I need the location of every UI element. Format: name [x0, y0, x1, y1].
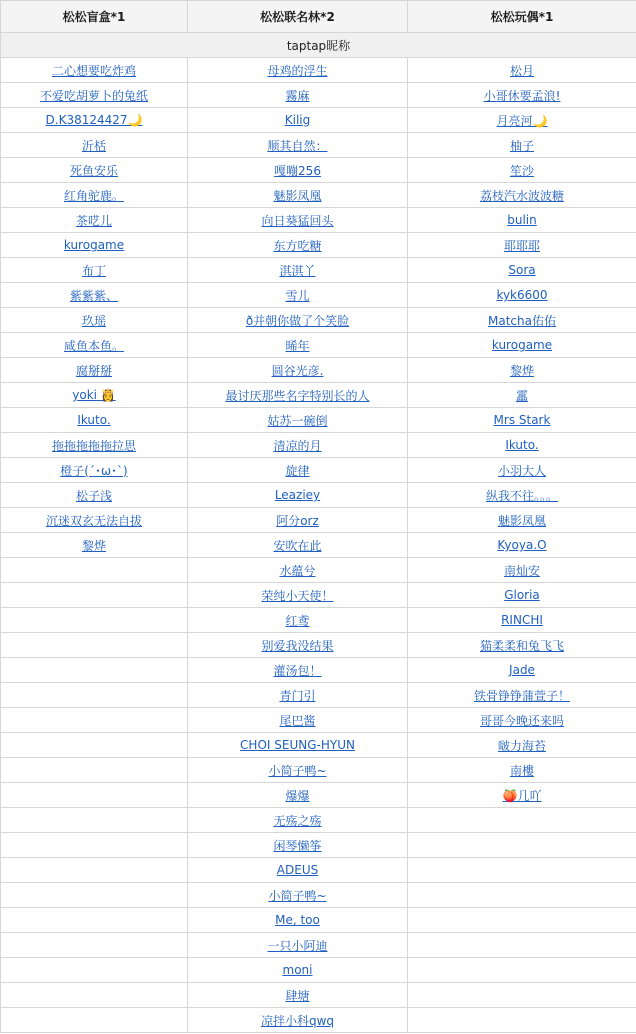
table-row: [1, 83, 636, 108]
nickname-link[interactable]: 顺其自然：: [267, 138, 328, 153]
cell-collab-forest: [188, 733, 408, 758]
table-row: [1, 883, 636, 908]
cell-blind-box: [1, 808, 188, 833]
cell-plush-doll: [408, 983, 636, 1008]
nickname-link[interactable]: yoki 👸: [72, 388, 116, 402]
cell-blind-box: [1, 708, 188, 733]
table-row: [1, 358, 636, 383]
cell-blind-box: [1, 883, 188, 908]
nickname-link[interactable]: 哥哥今晚还来吗: [479, 713, 564, 728]
nickname-link[interactable]: 东方吃糖: [273, 238, 322, 253]
nickname-link[interactable]: Jade: [509, 663, 535, 677]
cell-plush-doll: [408, 1008, 636, 1033]
table-row: [1, 308, 636, 333]
nickname-link[interactable]: Ikuto.: [77, 413, 111, 427]
nickname-link[interactable]: Kilig: [284, 113, 311, 127]
cell-blind-box: [1, 583, 188, 608]
nickname-link[interactable]: ADEUS: [276, 863, 319, 877]
cell-blind-box: [1, 833, 188, 858]
cell-collab-forest: [188, 708, 408, 733]
table-row: [1, 958, 636, 983]
nickname-link[interactable]: 南樓: [509, 763, 534, 778]
nickname-link[interactable]: kyk6600: [496, 288, 548, 302]
table-body: [1, 58, 636, 1033]
cell-blind-box: [1, 958, 188, 983]
cell-collab-forest: [188, 508, 408, 533]
nickname-link[interactable]: Ikuto.: [505, 438, 539, 452]
nickname-link[interactable]: 靁: [515, 388, 528, 403]
cell-collab-forest: [188, 608, 408, 633]
nickname-link[interactable]: 黎烨: [509, 363, 534, 378]
nickname-link[interactable]: 晞年: [285, 338, 310, 353]
cell-collab-forest: [188, 858, 408, 883]
table-row: [1, 408, 636, 433]
nickname-link[interactable]: 阿分orz: [276, 513, 319, 528]
nickname-link[interactable]: moni: [282, 963, 313, 977]
nickname-link[interactable]: 闲琴懒筝: [273, 838, 322, 853]
table-row: [1, 758, 636, 783]
cell-collab-forest: [188, 433, 408, 458]
cell-blind-box: [1, 458, 188, 483]
cell-plush-doll: [408, 208, 636, 233]
nickname-link[interactable]: 母鸡的浮生: [267, 63, 328, 78]
cell-plush-doll: [408, 533, 636, 558]
nickname-link[interactable]: 小哥休要孟浪!: [483, 88, 561, 103]
cell-collab-forest: [188, 933, 408, 958]
nickname-link[interactable]: 松子浅: [75, 488, 112, 503]
nickname-link[interactable]: 不爱吃胡萝卜的兔纸: [39, 88, 148, 103]
nickname-link[interactable]: 荔枝汽水波波糖: [479, 188, 564, 203]
cell-plush-doll: [408, 758, 636, 783]
table-row: [1, 158, 636, 183]
table-row: [1, 233, 636, 258]
cell-blind-box: [1, 83, 188, 108]
cell-collab-forest: [188, 133, 408, 158]
cell-plush-doll: [408, 858, 636, 883]
nickname-link[interactable]: 啵力海苔: [497, 738, 546, 753]
cell-plush-doll: [408, 158, 636, 183]
table-row: [1, 333, 636, 358]
table-row: [1, 708, 636, 733]
cell-plush-doll: [408, 958, 636, 983]
cell-plush-doll: [408, 183, 636, 208]
cell-plush-doll: [408, 608, 636, 633]
cell-collab-forest: [188, 283, 408, 308]
table-row: [1, 808, 636, 833]
subheader-taptap-nickname: taptap昵称: [1, 33, 636, 58]
cell-blind-box: [1, 658, 188, 683]
cell-plush-doll: [408, 833, 636, 858]
cell-plush-doll: [408, 358, 636, 383]
cell-plush-doll: [408, 633, 636, 658]
table-row: [1, 933, 636, 958]
nickname-link[interactable]: 荣纯小天使！: [261, 588, 334, 603]
nickname-link[interactable]: 耶耶耶: [503, 238, 540, 253]
table-row: [1, 183, 636, 208]
cell-plush-doll: [408, 708, 636, 733]
cell-blind-box: [1, 733, 188, 758]
table-row: [1, 258, 636, 283]
cell-collab-forest: [188, 458, 408, 483]
cell-collab-forest: [188, 808, 408, 833]
cell-blind-box: [1, 1008, 188, 1033]
cell-blind-box: [1, 233, 188, 258]
nickname-link[interactable]: 霧麻: [285, 88, 310, 103]
nickname-link[interactable]: 雪儿: [285, 288, 310, 303]
cell-blind-box: [1, 508, 188, 533]
table-row: [1, 683, 636, 708]
cell-collab-forest: [188, 333, 408, 358]
nickname-link[interactable]: 玖瑶: [81, 313, 106, 328]
nickname-link[interactable]: 柚子: [509, 138, 534, 153]
cell-plush-doll: [408, 333, 636, 358]
nickname-link[interactable]: 最讨厌那些名字特别长的人: [225, 388, 370, 403]
cell-blind-box: [1, 133, 188, 158]
table-row: [1, 558, 636, 583]
nickname-link[interactable]: 笙沙: [509, 163, 534, 178]
cell-blind-box: [1, 783, 188, 808]
nickname-link[interactable]: 拖拖拖拖拖拉思: [51, 438, 136, 453]
cell-collab-forest: [188, 208, 408, 233]
cell-blind-box: [1, 933, 188, 958]
header-row: [1, 1, 636, 33]
cell-blind-box: [1, 108, 188, 133]
nickname-link[interactable]: 圆谷光彦.: [271, 363, 324, 378]
cell-collab-forest: [188, 483, 408, 508]
table-row: [1, 133, 636, 158]
cell-plush-doll: [408, 908, 636, 933]
cell-plush-doll: [408, 133, 636, 158]
nickname-link[interactable]: 红鸢: [285, 613, 310, 628]
cell-collab-forest: [188, 1008, 408, 1033]
cell-blind-box: [1, 608, 188, 633]
nickname-link[interactable]: 向日葵猛回头: [261, 213, 334, 228]
cell-plush-doll: [408, 933, 636, 958]
nickname-link[interactable]: CHOI SEUNG-HYUN: [240, 738, 355, 752]
nickname-link[interactable]: 🍑几吖: [502, 788, 542, 803]
cell-blind-box: [1, 408, 188, 433]
cell-blind-box: [1, 858, 188, 883]
nickname-link[interactable]: Mrs Stark: [493, 413, 551, 427]
nickname-link[interactable]: 咸鱼本鱼。: [63, 338, 124, 353]
table-row: [1, 533, 636, 558]
cell-plush-doll: [408, 883, 636, 908]
nickname-link[interactable]: 布丁: [81, 263, 106, 278]
cell-plush-doll: [408, 583, 636, 608]
cell-blind-box: [1, 283, 188, 308]
cell-plush-doll: [408, 483, 636, 508]
nickname-link[interactable]: 二心想要吃炸鸡: [51, 63, 136, 78]
nickname-link[interactable]: Kyoya.O: [497, 538, 547, 552]
cell-collab-forest: [188, 633, 408, 658]
cell-blind-box: [1, 633, 188, 658]
cell-plush-doll: [408, 733, 636, 758]
cell-plush-doll: [408, 58, 636, 83]
cell-collab-forest: [188, 533, 408, 558]
table-row: [1, 908, 636, 933]
nickname-link[interactable]: 肆塘: [285, 988, 310, 1003]
nickname-link[interactable]: ð并朝你做了个笑脸: [245, 313, 350, 328]
cell-plush-doll: [408, 233, 636, 258]
cell-plush-doll: [408, 108, 636, 133]
table-row: [1, 833, 636, 858]
cell-blind-box: [1, 308, 188, 333]
table-row: [1, 483, 636, 508]
cell-collab-forest: [188, 983, 408, 1008]
cell-blind-box: [1, 58, 188, 83]
table-row: [1, 658, 636, 683]
nickname-link[interactable]: 旋律: [285, 463, 310, 478]
cell-plush-doll: [408, 658, 636, 683]
cell-collab-forest: [188, 958, 408, 983]
nickname-link[interactable]: 青门引: [279, 688, 316, 703]
cell-collab-forest: [188, 258, 408, 283]
nickname-link[interactable]: 别爱我没结果: [261, 638, 334, 653]
nickname-link[interactable]: 黎烨: [81, 538, 106, 553]
nickname-link[interactable]: 姑苏一碗倒: [267, 413, 328, 428]
nickname-link[interactable]: 紫紫紫、: [69, 288, 118, 303]
cell-collab-forest: [188, 783, 408, 808]
cell-collab-forest: [188, 358, 408, 383]
nickname-link[interactable]: 安吹在此: [273, 538, 322, 553]
nickname-link[interactable]: 水蕴兮: [279, 563, 316, 578]
nickname-link[interactable]: 南灿安: [503, 563, 540, 578]
nickname-link[interactable]: 凉拌小科qwq: [260, 1013, 335, 1028]
table-row: [1, 208, 636, 233]
cell-blind-box: [1, 483, 188, 508]
nickname-link[interactable]: D.K38124427🌙: [45, 113, 143, 127]
nickname-link[interactable]: 小羽大人: [497, 463, 546, 478]
cell-collab-forest: [188, 408, 408, 433]
table-row: [1, 433, 636, 458]
nickname-link[interactable]: kurogame: [491, 338, 553, 352]
nickname-link[interactable]: 魅影凤凰: [497, 513, 546, 528]
table-row: [1, 458, 636, 483]
cell-plush-doll: [408, 458, 636, 483]
nickname-link[interactable]: Me, too: [275, 913, 320, 927]
cell-plush-doll: [408, 258, 636, 283]
cell-blind-box: [1, 683, 188, 708]
table-row: [1, 383, 636, 408]
nickname-link[interactable]: Leaziey: [274, 488, 321, 502]
cell-blind-box: [1, 983, 188, 1008]
cell-plush-doll: [408, 808, 636, 833]
nickname-link[interactable]: kurogame: [63, 238, 125, 252]
cell-blind-box: [1, 383, 188, 408]
cell-collab-forest: [188, 308, 408, 333]
nickname-link[interactable]: 橙子(´･ω･`): [60, 463, 128, 478]
cell-collab-forest: [188, 883, 408, 908]
nickname-link[interactable]: 松月: [509, 63, 534, 78]
table-row: [1, 633, 636, 658]
cell-plush-doll: [408, 433, 636, 458]
table-row: [1, 783, 636, 808]
header-blind-box: 松松盲盒*1: [1, 1, 188, 33]
cell-plush-doll: [408, 83, 636, 108]
nickname-link[interactable]: 淇淇丫: [279, 263, 316, 278]
table-row: [1, 608, 636, 633]
header-plush-doll: 松松玩偶*1: [408, 1, 636, 33]
nickname-link[interactable]: 沉迷双玄无法自拔: [45, 513, 142, 528]
nickname-link[interactable]: 灌汤包！: [273, 663, 322, 678]
table-row: [1, 108, 636, 133]
nickname-link[interactable]: RINCHI: [501, 613, 543, 627]
header-collab-forest: 松松联名林*2: [188, 1, 408, 33]
cell-plush-doll: [408, 683, 636, 708]
cell-collab-forest: [188, 383, 408, 408]
cell-collab-forest: [188, 683, 408, 708]
cell-collab-forest: [188, 183, 408, 208]
nickname-link[interactable]: 红角驼鹿。: [63, 188, 124, 203]
cell-collab-forest: [188, 58, 408, 83]
cell-plush-doll: [408, 408, 636, 433]
table-row: [1, 58, 636, 83]
nickname-link[interactable]: 嘎嘣256: [274, 163, 321, 178]
nickname-link[interactable]: 沂栝: [81, 138, 106, 153]
cell-blind-box: [1, 908, 188, 933]
cell-collab-forest: [188, 658, 408, 683]
cell-collab-forest: [188, 158, 408, 183]
cell-blind-box: [1, 208, 188, 233]
cell-collab-forest: [188, 583, 408, 608]
cell-plush-doll: [408, 558, 636, 583]
nickname-link[interactable]: bulin: [507, 213, 537, 227]
cell-blind-box: [1, 258, 188, 283]
nickname-link[interactable]: 无殇之殇: [273, 813, 322, 828]
nickname-link[interactable]: Sora: [508, 263, 536, 277]
nickname-link[interactable]: 腐掰掰: [75, 363, 112, 378]
table-row: [1, 508, 636, 533]
table-row: [1, 858, 636, 883]
cell-collab-forest: [188, 558, 408, 583]
cell-plush-doll: [408, 783, 636, 808]
table-row: [1, 583, 636, 608]
nickname-link[interactable]: 小简子鸭~: [268, 888, 327, 903]
cell-collab-forest: [188, 108, 408, 133]
cell-blind-box: [1, 158, 188, 183]
table-row: [1, 1008, 636, 1033]
nickname-link[interactable]: 尾巴酱: [279, 713, 316, 728]
nickname-link[interactable]: 茶呓儿: [75, 213, 112, 228]
nickname-link[interactable]: 一只小阿迪: [267, 938, 328, 953]
cell-blind-box: [1, 433, 188, 458]
table-row: [1, 733, 636, 758]
cell-plush-doll: [408, 308, 636, 333]
nickname-link[interactable]: 死鱼安乐: [69, 163, 118, 178]
cell-plush-doll: [408, 508, 636, 533]
cell-blind-box: [1, 558, 188, 583]
subheader-row: [1, 33, 636, 58]
nickname-link[interactable]: Gloria: [504, 588, 540, 602]
nickname-link[interactable]: 小简子鸭~: [268, 763, 327, 778]
nickname-link[interactable]: 铁骨铮铮蒲萱子！: [473, 688, 570, 703]
table-row: [1, 283, 636, 308]
nickname-link[interactable]: 猫柔柔和兔飞飞: [479, 638, 564, 653]
cell-collab-forest: [188, 758, 408, 783]
nickname-link[interactable]: 爆爆: [285, 788, 310, 803]
cell-collab-forest: [188, 233, 408, 258]
nickname-link[interactable]: 清凉的月: [273, 438, 322, 453]
cell-blind-box: [1, 533, 188, 558]
nickname-link[interactable]: 魅影凤凰: [273, 188, 322, 203]
nickname-link[interactable]: 月亮河🌙: [496, 113, 548, 128]
cell-collab-forest: [188, 833, 408, 858]
nickname-link[interactable]: Matcha佑佑: [488, 313, 556, 328]
cell-blind-box: [1, 758, 188, 783]
cell-collab-forest: [188, 83, 408, 108]
cell-blind-box: [1, 183, 188, 208]
cell-collab-forest: [188, 908, 408, 933]
nickname-link[interactable]: 纵我不往。。。: [485, 488, 558, 503]
table-row: [1, 983, 636, 1008]
cell-plush-doll: [408, 383, 636, 408]
cell-blind-box: [1, 358, 188, 383]
cell-blind-box: [1, 333, 188, 358]
cell-plush-doll: [408, 283, 636, 308]
